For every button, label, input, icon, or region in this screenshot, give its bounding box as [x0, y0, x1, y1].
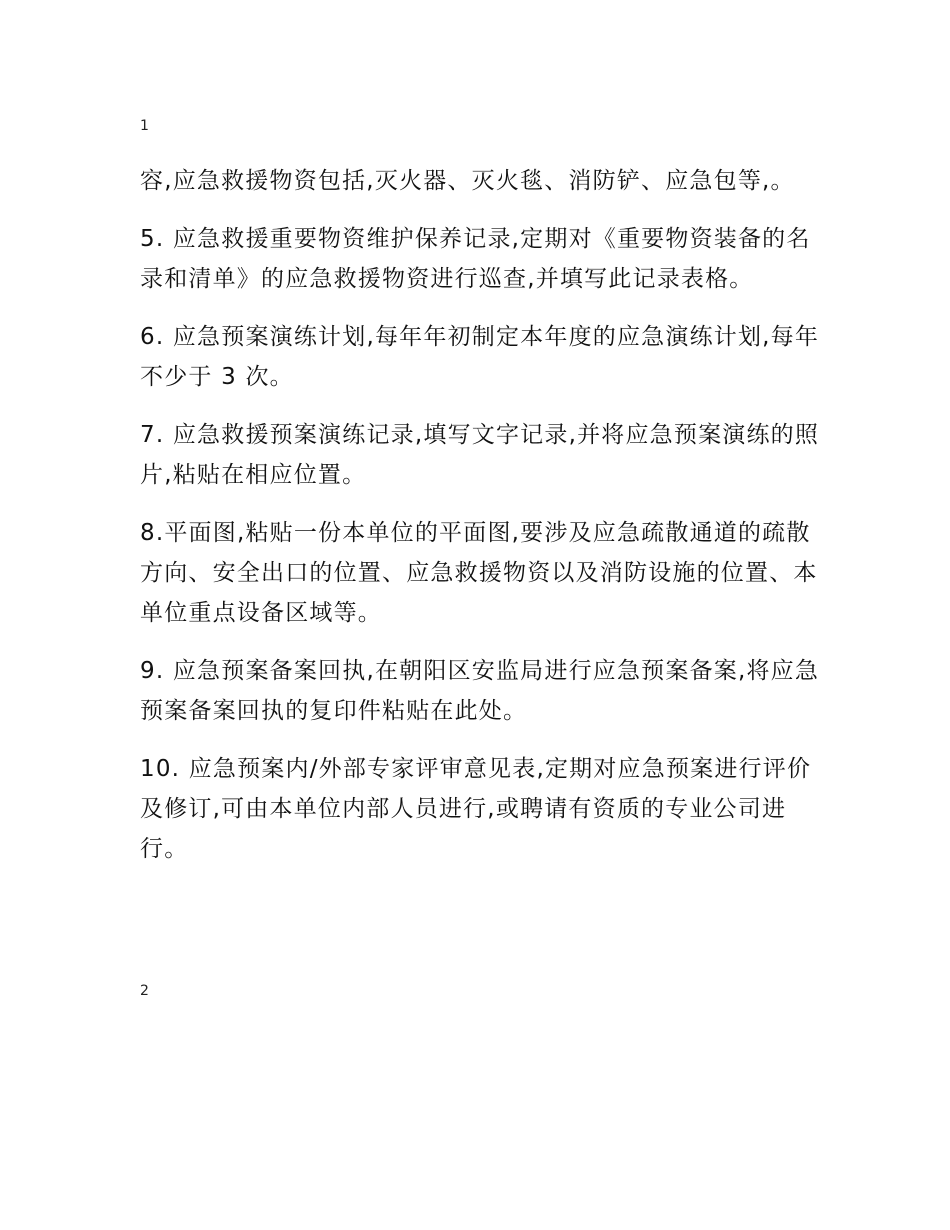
paragraph-item-9: 9. 应急预案备案回执,在朝阳区安监局进行应急预案备案,将应急预案备案回执的复印件粘贴在此处。: [140, 658, 820, 724]
page-number-bottom: 2: [140, 983, 149, 999]
paragraph-item-7: 7. 应急救援预案演练记录,填写文字记录,并将应急预案演练的照片,粘贴在相应位置。: [140, 422, 820, 488]
paragraph-item-list-continuation: 容,应急救援物资包括,灭火器、灭火毯、消防铲、应急包等,。: [140, 168, 795, 194]
paragraph-item-10: 10. 应急预案内/外部专家评审意见表,定期对应急预案进行评价及修订,可由本单位内部人员进行,或聘请有资质的专业公司进行。: [140, 756, 812, 862]
paragraph-item-6: 6. 应急预案演练计划,每年年初制定本年度的应急演练计划,每年不少于 3 次。: [140, 324, 820, 390]
document-body: [140, 161, 820, 887]
paragraph-item-8: 8.平面图,粘贴一份本单位的平面图,要涉及应急疏散通道的疏散方向、安全出口的位置、应急救援物资以及消防设施的位置、本单位重点设备区域等。: [140, 520, 818, 626]
paragraph-item-5: 5. 应急救援重要物资维护保养记录,定期对《重要物资装备的名录和清单》的应急救援物资进行巡查,并填写此记录表格。: [140, 226, 811, 292]
page-number-top: 1: [140, 118, 149, 134]
